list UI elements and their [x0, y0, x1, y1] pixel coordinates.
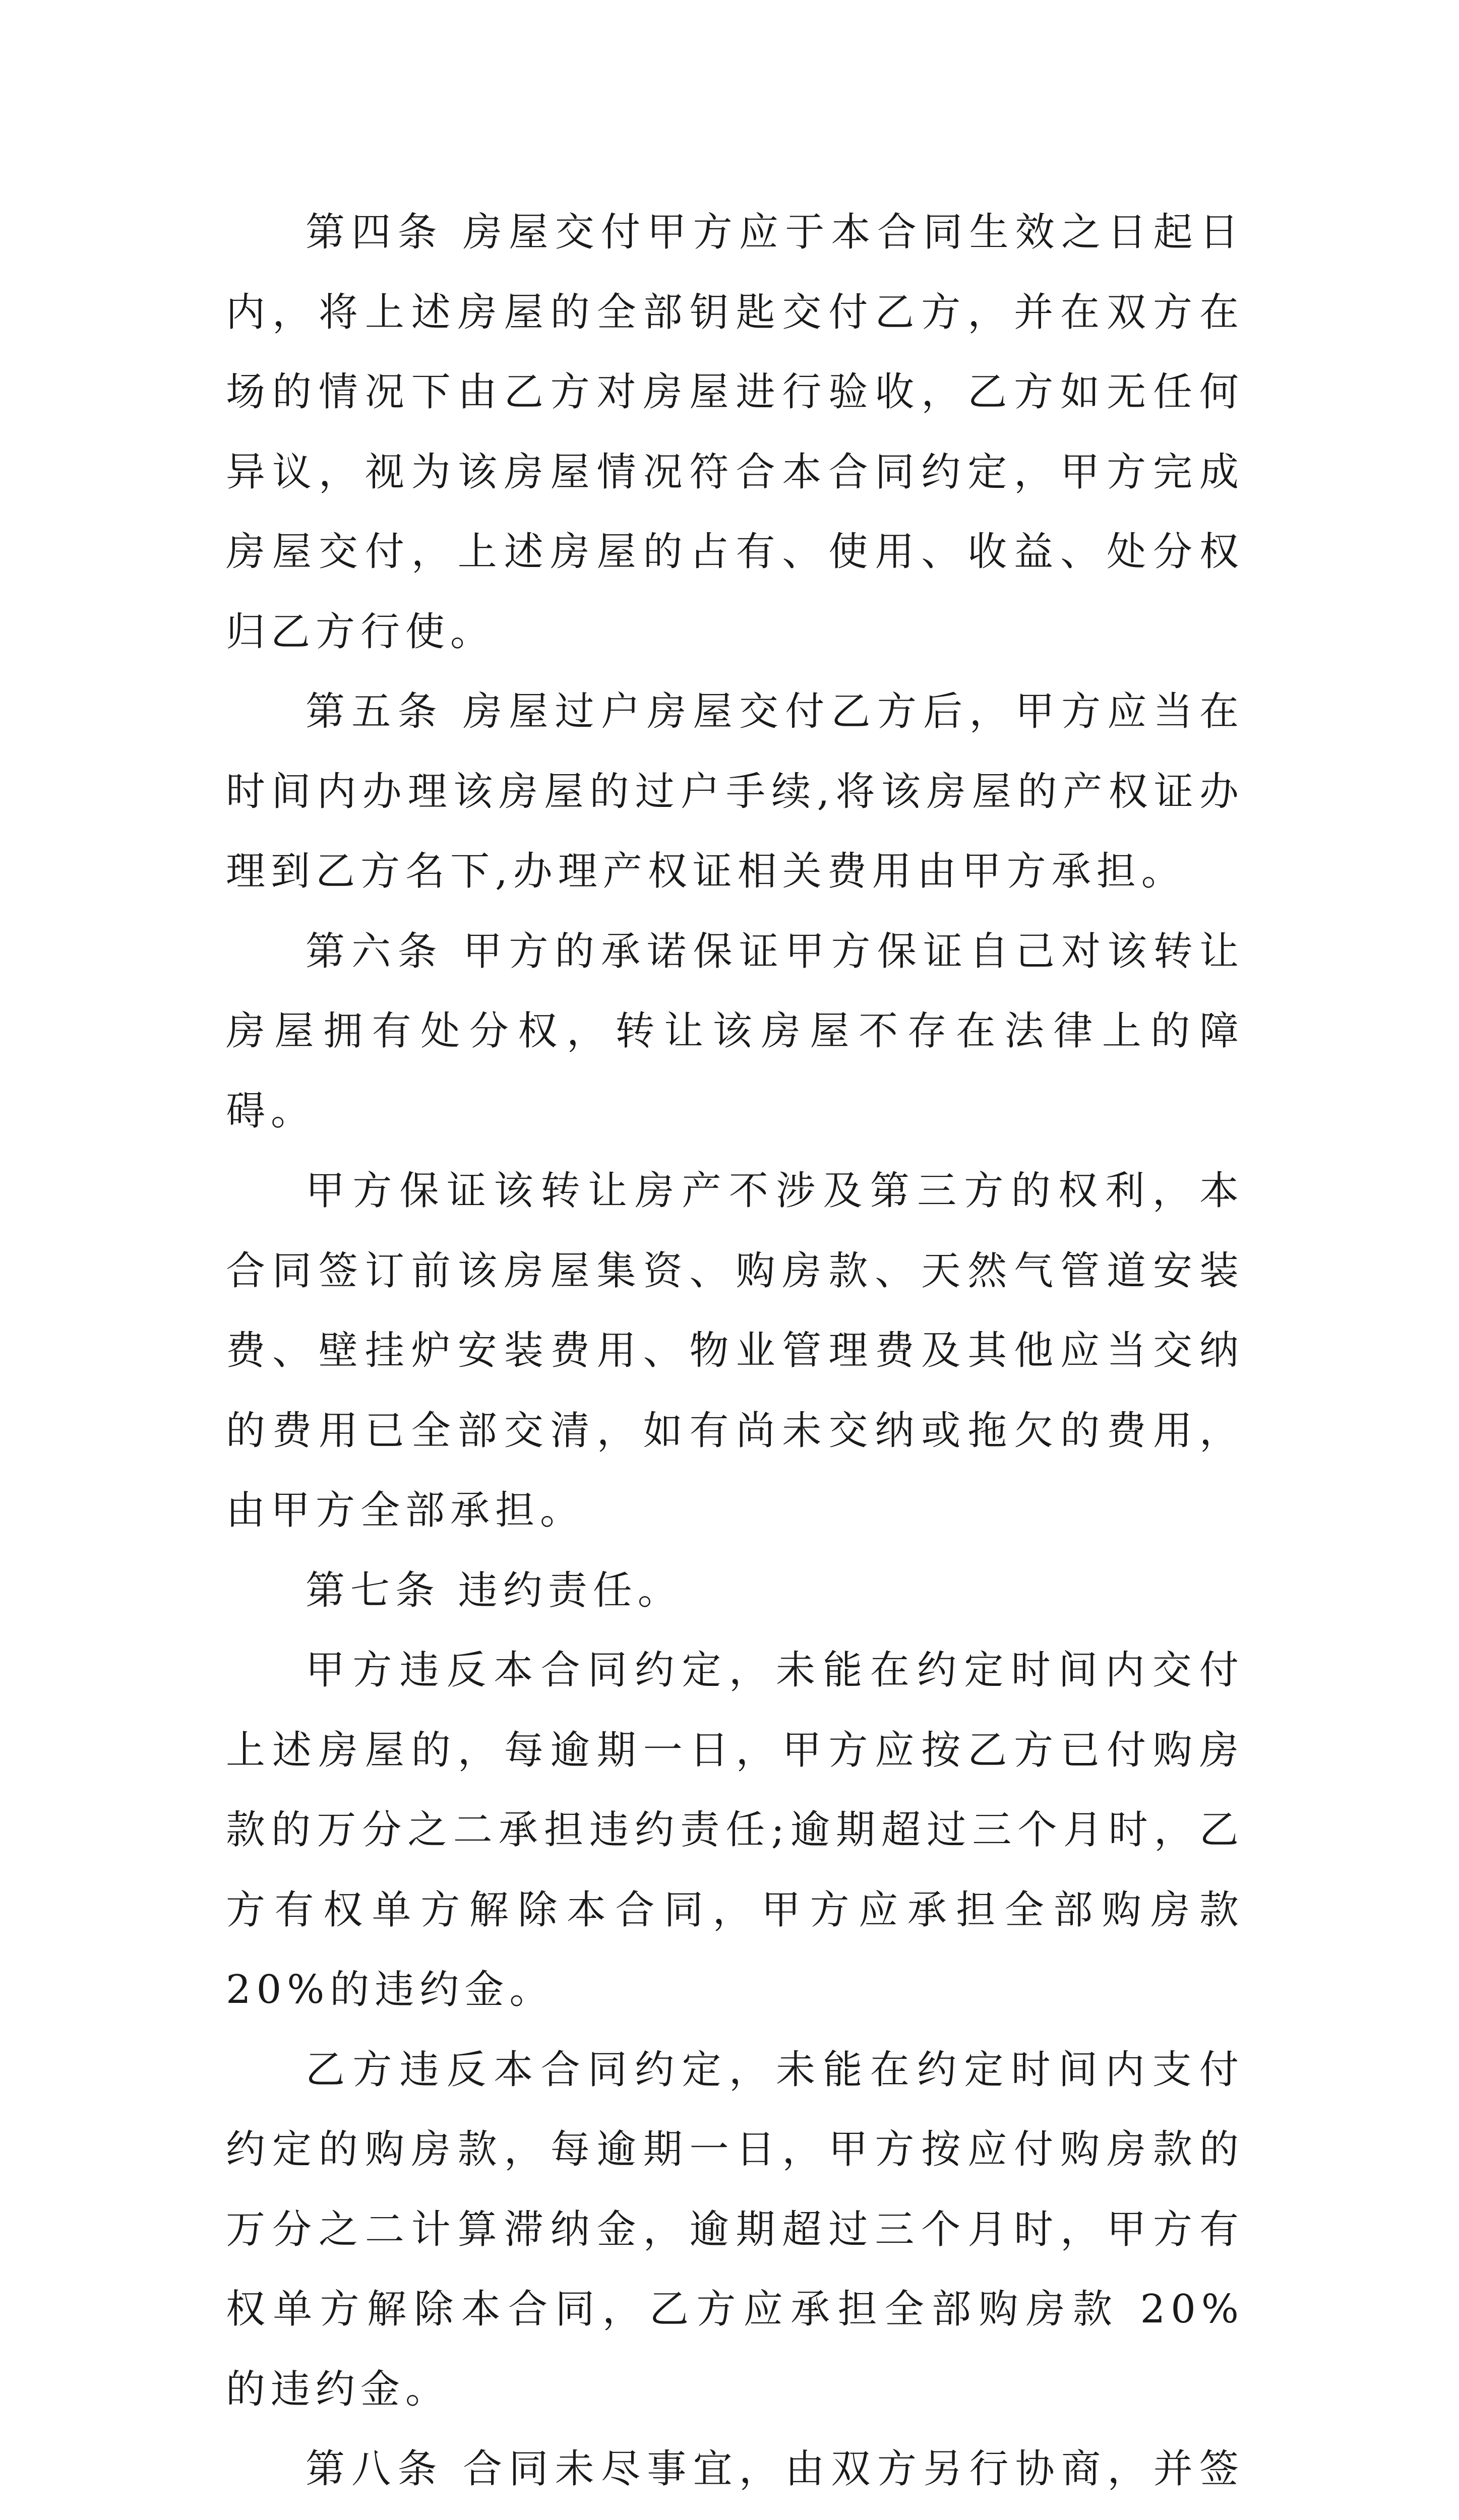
document-body: [226, 193, 1244, 2520]
paragraph-article-4: 第四条 房屋交付甲方应于本合同生效之日起日内，将上述房屋的全部钥匙交付乙方，并在双方在场的情况下由乙方对房屋进行验收，乙方如无任何异议，视为该房屋情况符合本合同约定，甲方完成房屋交付，上述房屋的占有、使用、收益、处分权归乙方行使。: [226, 210, 1244, 655]
paragraph-article-6-guarantee: 甲方保证该转让房产不涉及第三方的权利，本合同签订前该房屋集资、购房款、天然气管道安装费、壁挂炉安装费用、物业管理费及其他应当交纳的费用已全部交清，如有尚未交纳或拖欠的费用，由甲方全部承担。: [226, 1168, 1244, 1533]
paragraph-article-7: 第七条 违约责任。: [306, 1567, 683, 1613]
paragraph-article-7-party-b: 乙方违反本合同约定，未能在约定时间内支付约定的购房款，每逾期一日，甲方按应付购房款的万分之二计算滞纳金，逾期超过三个月时，甲方有权单方解除本合同，乙方应承担全部购房款 20%的违约金。: [226, 2047, 1244, 2412]
paragraph-article-8: 第八条 合同未尽事宜，由双方另行协商，并签: [306, 2446, 1244, 2492]
paragraph-article-6: 第六条 甲方的承诺保证甲方保证自己对该转让房屋拥有处分权，转让该房屋不存在法律上的障碍。: [226, 928, 1244, 1134]
paragraph-article-5: 第五条 房屋过户房屋交付乙方后，甲方应当在时间内办理该房屋的过户手续,将该房屋的产权证办理到乙方名下,办理产权证相关费用由甲方承担。: [226, 689, 1244, 894]
paragraph-article-7-party-a: 甲方违反本合同约定，未能在约定时间内交付上述房屋的，每逾期一日，甲方应按乙方已付购房款的万分之二承担违约责任;逾期超过三个月时，乙方有权单方解除本合同，甲方应承担全部购房款 20%的违约金。: [226, 1648, 1244, 2012]
